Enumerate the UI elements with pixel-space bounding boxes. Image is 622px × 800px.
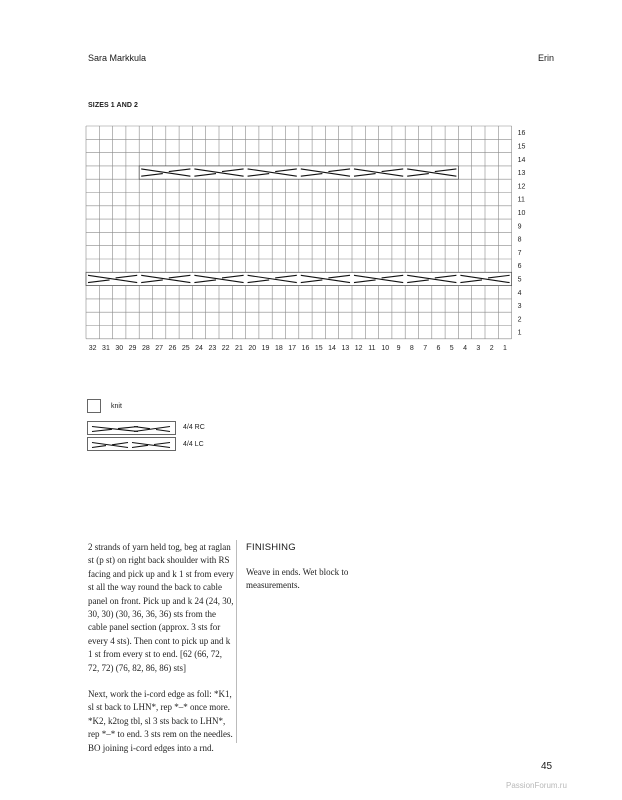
row-label: 6: [517, 263, 522, 271]
column-label: 8: [409, 344, 414, 352]
column-label: 29: [128, 344, 137, 352]
page-number: 45: [541, 761, 553, 772]
chart-title: SIZES 1 AND 2: [88, 102, 139, 109]
legend-knit-symbol: [87, 399, 101, 413]
column-label: 14: [328, 344, 336, 352]
row-label: 8: [517, 236, 522, 244]
row-label: 15: [517, 143, 526, 151]
column-label: 30: [115, 344, 124, 352]
column-label: 4: [463, 344, 468, 352]
column-label: 28: [141, 344, 150, 352]
row-label: 11: [517, 196, 525, 204]
row-label: 5: [517, 276, 522, 284]
column-label: 10: [381, 344, 390, 352]
column-label: 1: [502, 344, 507, 352]
watermark: PassionForum.ru: [506, 781, 567, 790]
row-label: 4: [517, 289, 522, 297]
column-label: 22: [221, 344, 230, 352]
left-column-text: [88, 541, 234, 768]
column-label: 18: [274, 344, 283, 352]
pickup-paragraph: 2 strands of yarn held tog, beg at raglan st (p st) on right back shoulder with RS facing and pick up and k 1 st from every st all the way round the back to cable panel on front. Pick up and k 24 (24, 30, 30, 30) (30, 36, 36, 36) sts from the cable panel section (approx. 3 sts for every 4 sts). Then cont to pick up and k 1 st from every st to end. [62 (66, 72, 72, 72) (76, 82, 86, 86) sts]: [88, 542, 234, 673]
cable-band: [139, 166, 458, 179]
legend-rc-symbol: [87, 421, 176, 435]
row-label: 3: [517, 303, 522, 311]
column-label: 7: [423, 344, 428, 352]
column-label: 6: [436, 344, 441, 352]
column-label: 27: [155, 344, 164, 352]
column-label: 9: [396, 344, 401, 352]
column-label: 31: [102, 344, 110, 352]
lc-cable-icon: [88, 439, 175, 451]
cable-chart: [0, 0, 622, 370]
column-label: 5: [449, 344, 454, 352]
legend-lc-label: 4/4 LC: [183, 441, 204, 448]
column-label: 23: [208, 344, 217, 352]
column-label: 15: [314, 344, 323, 352]
pattern-name: Erin: [537, 53, 554, 63]
column-label: 11: [368, 344, 376, 352]
column-label: 21: [235, 344, 243, 352]
row-label: 2: [517, 316, 522, 324]
column-label: 12: [354, 344, 363, 352]
finishing-heading: FINISHING: [246, 542, 296, 553]
row-label: 14: [517, 156, 526, 164]
icord-paragraph: Next, work the i-cord edge as foll: *K1, sl st back to LHN*, rep *–* once more. *K2, k2tog tbl, sl 3 sts back to LHN*, rep *–* to end. 3 sts rem on the needles. BO joining i-cord edges into a rnd.: [88, 689, 233, 753]
column-label: 20: [248, 344, 257, 352]
row-label: 7: [517, 249, 522, 257]
column-label: 25: [181, 344, 190, 352]
rc-cable-icon: [88, 423, 175, 435]
column-label: 3: [476, 344, 481, 352]
legend-knit-label: knit: [111, 403, 122, 410]
row-label: 12: [517, 183, 526, 191]
column-divider: [236, 540, 237, 743]
row-label: 1: [517, 329, 522, 337]
row-label: 16: [517, 130, 526, 138]
column-label: 13: [341, 344, 350, 352]
legend-lc-symbol: [87, 437, 176, 451]
column-label: 26: [168, 344, 177, 352]
column-label: 2: [489, 344, 494, 352]
cable-band: [86, 272, 512, 285]
row-label: 10: [517, 209, 526, 217]
row-label: 9: [517, 223, 522, 231]
finishing-text: Weave in ends. Wet block to measurements.: [246, 567, 349, 591]
column-label: 16: [301, 344, 310, 352]
column-label: 24: [195, 344, 203, 352]
row-label: 13: [517, 170, 526, 178]
column-label: 32: [88, 344, 97, 352]
column-label: 17: [288, 344, 297, 352]
author-name: Sara Markkula: [88, 53, 147, 63]
column-label: 19: [261, 344, 270, 352]
legend-rc-label: 4/4 RC: [183, 424, 205, 431]
